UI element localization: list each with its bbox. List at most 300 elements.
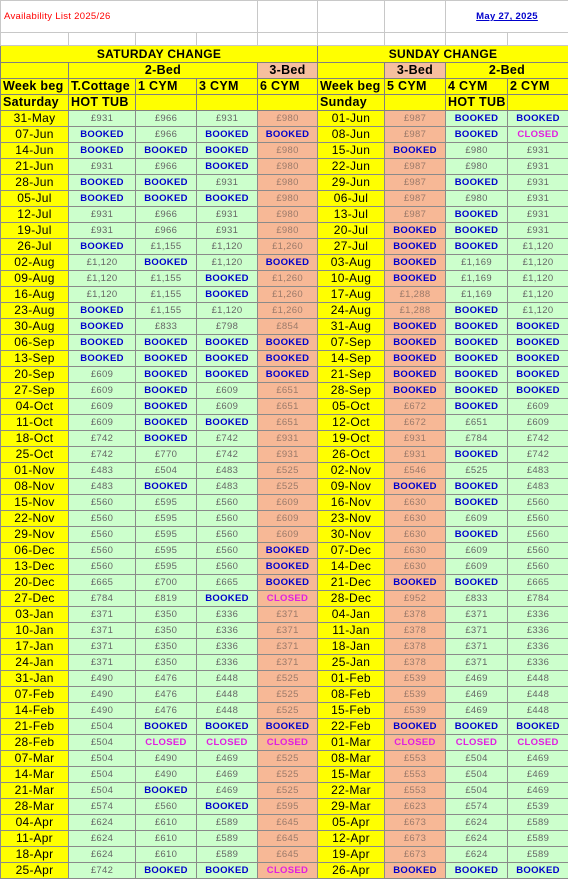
availability-cell: BOOKED	[258, 255, 318, 271]
week-start-sunday: 16-Nov	[318, 495, 385, 511]
availability-cell: £980	[258, 223, 318, 239]
availability-cell: £371	[69, 639, 136, 655]
week-start-sunday: 12-Oct	[318, 415, 385, 431]
availability-cell: £483	[197, 479, 258, 495]
unit-header-t-cottage: T.Cottage	[69, 79, 136, 95]
table-row	[1, 351, 568, 367]
availability-cell: £673	[385, 815, 446, 831]
availability-cell: £624	[69, 847, 136, 863]
availability-cell: £742	[69, 431, 136, 447]
availability-cell: BOOKED	[197, 143, 258, 159]
availability-cell: £987	[385, 111, 446, 127]
week-start-saturday: 27-Dec	[1, 591, 69, 607]
week-start-sunday: 15-Mar	[318, 767, 385, 783]
week-start-sunday: 08-Feb	[318, 687, 385, 703]
week-start-saturday: 11-Oct	[1, 415, 69, 431]
availability-cell: £336	[197, 639, 258, 655]
week-start-sunday: 22-Jun	[318, 159, 385, 175]
availability-cell: BOOKED	[136, 863, 197, 879]
availability-cell: BOOKED	[446, 719, 508, 735]
availability-cell: £371	[258, 639, 318, 655]
availability-cell: CLOSED	[258, 591, 318, 607]
availability-cell: £931	[385, 431, 446, 447]
table-row	[1, 655, 568, 671]
week-start-sunday: 11-Jan	[318, 623, 385, 639]
availability-cell: CLOSED	[258, 735, 318, 751]
week-start-sunday: 17-Aug	[318, 287, 385, 303]
availability-cell: BOOKED	[385, 575, 446, 591]
availability-cell: £336	[508, 655, 568, 671]
availability-cell: £1,260	[258, 271, 318, 287]
availability-cell: £931	[197, 111, 258, 127]
availability-cell: £819	[136, 591, 197, 607]
availability-cell: £560	[508, 511, 568, 527]
availability-cell: £931	[69, 223, 136, 239]
availability-cell: BOOKED	[508, 863, 568, 879]
availability-cell: £553	[385, 751, 446, 767]
week-start-sunday: 12-Apr	[318, 831, 385, 847]
availability-cell: BOOKED	[197, 367, 258, 383]
availability-cell: BOOKED	[446, 527, 508, 543]
week-start-saturday: 07-Mar	[1, 751, 69, 767]
availability-cell: £931	[258, 447, 318, 463]
availability-cell: £610	[136, 815, 197, 831]
availability-cell: £560	[508, 527, 568, 543]
availability-cell: £980	[258, 143, 318, 159]
availability-cell: £336	[197, 607, 258, 623]
table-row	[1, 511, 568, 527]
week-start-sunday: 28-Dec	[318, 591, 385, 607]
updated-date[interactable]: May 27, 2025	[446, 1, 568, 33]
availability-cell: BOOKED	[446, 495, 508, 511]
availability-cell: BOOKED	[385, 143, 446, 159]
week-start-sunday: 21-Dec	[318, 575, 385, 591]
week-start-sunday: 02-Nov	[318, 463, 385, 479]
availability-cell: £987	[385, 191, 446, 207]
availability-cell: £980	[258, 207, 318, 223]
sun-two-bed-header: 2-Bed	[446, 63, 568, 79]
availability-cell: £1,120	[69, 271, 136, 287]
week-start-saturday: 28-Feb	[1, 735, 69, 751]
unit-header-5-cym: 5 CYM	[385, 79, 446, 95]
availability-cell: £336	[508, 607, 568, 623]
availability-cell: £560	[197, 495, 258, 511]
availability-cell: £1,169	[446, 255, 508, 271]
week-start-sunday: 26-Oct	[318, 447, 385, 463]
week-start-sunday: 14-Sep	[318, 351, 385, 367]
table-row	[1, 287, 568, 303]
week-start-sunday: 07-Sep	[318, 335, 385, 351]
availability-cell: BOOKED	[446, 575, 508, 591]
availability-cell: £483	[508, 479, 568, 495]
unit-header-2-cym: 2 CYM	[508, 79, 568, 95]
availability-cell: £560	[136, 799, 197, 815]
availability-cell: £651	[258, 383, 318, 399]
availability-cell: £1,260	[258, 287, 318, 303]
availability-cell: £525	[258, 783, 318, 799]
availability-cell: £525	[258, 687, 318, 703]
week-start-sunday: 09-Nov	[318, 479, 385, 495]
week-start-sunday: 15-Jun	[318, 143, 385, 159]
availability-cell: £931	[197, 223, 258, 239]
availability-cell: £987	[385, 159, 446, 175]
week-start-sunday: 29-Jun	[318, 175, 385, 191]
availability-cell: £589	[508, 847, 568, 863]
availability-cell: BOOKED	[197, 159, 258, 175]
availability-cell: £589	[197, 815, 258, 831]
availability-cell: £350	[136, 607, 197, 623]
availability-cell: £609	[258, 495, 318, 511]
availability-cell: BOOKED	[258, 367, 318, 383]
table-row	[1, 191, 568, 207]
availability-cell: £610	[136, 847, 197, 863]
availability-cell: £371	[446, 607, 508, 623]
availability-cell: £378	[385, 639, 446, 655]
week-start-saturday: 16-Aug	[1, 287, 69, 303]
sunday-change-header: SUNDAY CHANGE	[318, 46, 568, 63]
week-start-saturday: 25-Oct	[1, 447, 69, 463]
week-start-saturday: 21-Mar	[1, 783, 69, 799]
week-start-saturday: 20-Dec	[1, 575, 69, 591]
availability-cell: £483	[69, 463, 136, 479]
availability-cell: £931	[197, 175, 258, 191]
week-start-sunday: 03-Aug	[318, 255, 385, 271]
availability-cell: £1,120	[508, 287, 568, 303]
week-start-sunday: 15-Feb	[318, 703, 385, 719]
week-start-sunday: 01-Mar	[318, 735, 385, 751]
week-start-sunday: 20-Jul	[318, 223, 385, 239]
week-start-saturday: 31-Jan	[1, 671, 69, 687]
availability-cell: £504	[69, 751, 136, 767]
availability-cell: £623	[385, 799, 446, 815]
availability-cell: £630	[385, 543, 446, 559]
availability-cell: £378	[385, 623, 446, 639]
availability-cell: £483	[69, 479, 136, 495]
availability-cell: £448	[197, 703, 258, 719]
availability-cell: £609	[258, 511, 318, 527]
table-row	[1, 111, 568, 127]
availability-cell: £525	[258, 751, 318, 767]
availability-cell: £651	[258, 399, 318, 415]
availability-cell: CLOSED	[446, 735, 508, 751]
availability-cell: BOOKED	[136, 383, 197, 399]
week-start-saturday: 13-Dec	[1, 559, 69, 575]
week-start-saturday: 06-Sep	[1, 335, 69, 351]
week-start-sunday: 05-Oct	[318, 399, 385, 415]
week-start-saturday: 04-Apr	[1, 815, 69, 831]
week-start-saturday: 30-Aug	[1, 319, 69, 335]
availability-cell: BOOKED	[136, 143, 197, 159]
availability-cell: BOOKED	[197, 591, 258, 607]
availability-cell: £673	[385, 847, 446, 863]
availability-cell: BOOKED	[69, 127, 136, 143]
availability-cell: £371	[446, 623, 508, 639]
availability-cell: £553	[385, 783, 446, 799]
availability-cell: £1,120	[508, 303, 568, 319]
availability-cell: £784	[69, 591, 136, 607]
availability-cell: £560	[69, 495, 136, 511]
week-start-sunday: 18-Jan	[318, 639, 385, 655]
week-start-saturday: 07-Feb	[1, 687, 69, 703]
availability-cell: £336	[508, 639, 568, 655]
availability-cell: BOOKED	[258, 575, 318, 591]
week-start-sunday: 19-Oct	[318, 431, 385, 447]
week-start-saturday: 09-Aug	[1, 271, 69, 287]
availability-cell: £645	[258, 847, 318, 863]
availability-cell: BOOKED	[385, 351, 446, 367]
availability-cell: £490	[69, 671, 136, 687]
availability-cell: £595	[136, 495, 197, 511]
availability-cell: BOOKED	[69, 351, 136, 367]
week-start-sunday: 05-Apr	[318, 815, 385, 831]
availability-cell: BOOKED	[508, 335, 568, 351]
availability-cell: BOOKED	[136, 719, 197, 735]
sun-hot-tub-label: HOT TUB	[446, 95, 508, 111]
availability-cell: BOOKED	[446, 479, 508, 495]
week-start-sunday: 06-Jul	[318, 191, 385, 207]
availability-cell: BOOKED	[446, 111, 508, 127]
week-start-saturday: 20-Sep	[1, 367, 69, 383]
availability-cell: £952	[385, 591, 446, 607]
availability-cell: £589	[508, 831, 568, 847]
availability-cell: £350	[136, 639, 197, 655]
availability-cell: BOOKED	[508, 319, 568, 335]
availability-cell: £784	[508, 591, 568, 607]
availability-cell: BOOKED	[136, 479, 197, 495]
week-start-saturday: 14-Feb	[1, 703, 69, 719]
availability-cell: BOOKED	[385, 863, 446, 879]
sat-three-bed-header: 3-Bed	[258, 63, 318, 79]
availability-cell: CLOSED	[508, 735, 568, 751]
availability-cell: £931	[69, 111, 136, 127]
availability-cell: £539	[385, 671, 446, 687]
week-start-sunday: 29-Mar	[318, 799, 385, 815]
availability-cell: £560	[508, 495, 568, 511]
table-row	[1, 479, 568, 495]
week-start-sunday: 24-Aug	[318, 303, 385, 319]
availability-cell: £966	[136, 111, 197, 127]
availability-cell: £609	[197, 383, 258, 399]
availability-cell: £931	[508, 191, 568, 207]
week-start-sunday: 22-Mar	[318, 783, 385, 799]
availability-cell: £378	[385, 607, 446, 623]
availability-cell: £560	[508, 559, 568, 575]
availability-cell: £651	[446, 415, 508, 431]
table-row	[1, 815, 568, 831]
availability-cell: £980	[446, 143, 508, 159]
availability-cell: £589	[508, 815, 568, 831]
availability-cell: £469	[197, 783, 258, 799]
availability-cell: £987	[385, 127, 446, 143]
week-start-sunday: 01-Feb	[318, 671, 385, 687]
week-start-saturday: 05-Jul	[1, 191, 69, 207]
availability-cell: BOOKED	[69, 191, 136, 207]
availability-cell: BOOKED	[197, 719, 258, 735]
availability-cell: £504	[446, 767, 508, 783]
availability-cell: £630	[385, 511, 446, 527]
availability-cell: £469	[197, 767, 258, 783]
availability-cell: £574	[69, 799, 136, 815]
week-start-saturday: 21-Jun	[1, 159, 69, 175]
availability-cell: BOOKED	[446, 239, 508, 255]
week-start-sunday: 01-Jun	[318, 111, 385, 127]
availability-cell: £378	[385, 655, 446, 671]
table-row	[1, 143, 568, 159]
availability-cell: BOOKED	[136, 255, 197, 271]
availability-cell: BOOKED	[197, 127, 258, 143]
availability-cell: £1,288	[385, 287, 446, 303]
availability-cell: £525	[258, 479, 318, 495]
week-start-saturday: 17-Jan	[1, 639, 69, 655]
availability-cell: BOOKED	[385, 367, 446, 383]
availability-cell: BOOKED	[197, 271, 258, 287]
availability-cell: £371	[69, 623, 136, 639]
week-start-sunday: 26-Apr	[318, 863, 385, 879]
sun-week-header: Week beg	[318, 79, 385, 95]
availability-cell: BOOKED	[446, 335, 508, 351]
availability-cell: £539	[385, 703, 446, 719]
availability-cell: £854	[258, 319, 318, 335]
availability-cell: BOOKED	[197, 287, 258, 303]
table-row	[1, 831, 568, 847]
availability-cell: £1,120	[197, 303, 258, 319]
table-row	[1, 799, 568, 815]
availability-cell: BOOKED	[136, 351, 197, 367]
table-row	[1, 495, 568, 511]
week-start-sunday: 28-Sep	[318, 383, 385, 399]
availability-cell: £742	[197, 431, 258, 447]
table-row	[1, 847, 568, 863]
availability-cell: BOOKED	[136, 783, 197, 799]
availability-cell: BOOKED	[136, 367, 197, 383]
availability-cell: BOOKED	[446, 303, 508, 319]
availability-cell: BOOKED	[446, 207, 508, 223]
table-row	[1, 367, 568, 383]
week-start-sunday: 07-Dec	[318, 543, 385, 559]
availability-cell: £624	[446, 847, 508, 863]
availability-cell: £665	[508, 575, 568, 591]
availability-cell: £931	[69, 207, 136, 223]
availability-cell: £798	[197, 319, 258, 335]
availability-cell: BOOKED	[197, 351, 258, 367]
availability-cell: £700	[136, 575, 197, 591]
availability-cell: £560	[197, 527, 258, 543]
availability-cell: £560	[197, 543, 258, 559]
availability-cell: £350	[136, 623, 197, 639]
availability-cell: £609	[508, 415, 568, 431]
availability-cell: BOOKED	[136, 175, 197, 191]
availability-cell: £560	[69, 559, 136, 575]
sat-two-bed-header: 2-Bed	[69, 63, 258, 79]
week-start-saturday: 03-Jan	[1, 607, 69, 623]
availability-cell: £742	[69, 447, 136, 463]
availability-cell: £672	[385, 415, 446, 431]
availability-cell: £525	[258, 463, 318, 479]
availability-cell: BOOKED	[446, 399, 508, 415]
table-row	[1, 623, 568, 639]
week-start-saturday: 26-Jul	[1, 239, 69, 255]
availability-cell: £609	[508, 399, 568, 415]
availability-cell: BOOKED	[508, 367, 568, 383]
table-row	[1, 863, 568, 879]
availability-cell: £539	[508, 799, 568, 815]
saturday-change-header: SATURDAY CHANGE	[1, 46, 318, 63]
week-start-saturday: 01-Nov	[1, 463, 69, 479]
availability-cell: £1,169	[446, 271, 508, 287]
availability-cell: £610	[136, 831, 197, 847]
table-row	[1, 447, 568, 463]
sat-day-label: Saturday	[1, 95, 69, 111]
week-start-saturday: 18-Apr	[1, 847, 69, 863]
week-start-saturday: 14-Mar	[1, 767, 69, 783]
availability-cell: BOOKED	[508, 383, 568, 399]
table-row	[1, 751, 568, 767]
week-start-sunday: 27-Jul	[318, 239, 385, 255]
week-start-saturday: 21-Feb	[1, 719, 69, 735]
availability-cell: £672	[385, 399, 446, 415]
week-start-saturday: 04-Oct	[1, 399, 69, 415]
availability-cell: BOOKED	[69, 335, 136, 351]
availability-cell: BOOKED	[197, 799, 258, 815]
week-start-saturday: 19-Jul	[1, 223, 69, 239]
week-start-saturday: 18-Oct	[1, 431, 69, 447]
availability-cell: £1,169	[446, 287, 508, 303]
availability-cell: £504	[446, 783, 508, 799]
availability-cell: £931	[69, 159, 136, 175]
table-row	[1, 239, 568, 255]
availability-cell: £1,120	[508, 271, 568, 287]
week-start-sunday: 10-Aug	[318, 271, 385, 287]
availability-cell: £525	[258, 703, 318, 719]
availability-cell: £931	[508, 143, 568, 159]
availability-cell: £504	[69, 783, 136, 799]
availability-cell: £560	[197, 559, 258, 575]
availability-cell: £483	[508, 463, 568, 479]
availability-cell: BOOKED	[385, 239, 446, 255]
availability-cell: £987	[385, 175, 446, 191]
availability-cell: £525	[446, 463, 508, 479]
week-start-sunday: 13-Jul	[318, 207, 385, 223]
availability-cell: £980	[258, 175, 318, 191]
table-row	[1, 175, 568, 191]
availability-cell: £630	[385, 495, 446, 511]
availability-cell: £336	[197, 623, 258, 639]
availability-cell: £448	[197, 687, 258, 703]
table-row	[1, 127, 568, 143]
availability-cell: £504	[69, 767, 136, 783]
week-start-saturday: 11-Apr	[1, 831, 69, 847]
availability-cell: £833	[446, 591, 508, 607]
availability-cell: BOOKED	[258, 719, 318, 735]
week-start-saturday: 24-Jan	[1, 655, 69, 671]
sun-day-label: Sunday	[318, 95, 385, 111]
availability-cell: £931	[197, 207, 258, 223]
availability-cell: £1,155	[136, 239, 197, 255]
availability-cell: £931	[508, 207, 568, 223]
availability-cell: £525	[258, 671, 318, 687]
week-start-saturday: 06-Dec	[1, 543, 69, 559]
availability-cell: BOOKED	[446, 367, 508, 383]
availability-cell: £560	[69, 511, 136, 527]
availability-cell: £539	[385, 687, 446, 703]
availability-cell: BOOKED	[508, 351, 568, 367]
availability-cell: £931	[508, 223, 568, 239]
table-row	[1, 335, 568, 351]
table-row	[1, 767, 568, 783]
availability-cell: £1,155	[136, 287, 197, 303]
availability-cell: BOOKED	[446, 127, 508, 143]
availability-cell: £966	[136, 159, 197, 175]
